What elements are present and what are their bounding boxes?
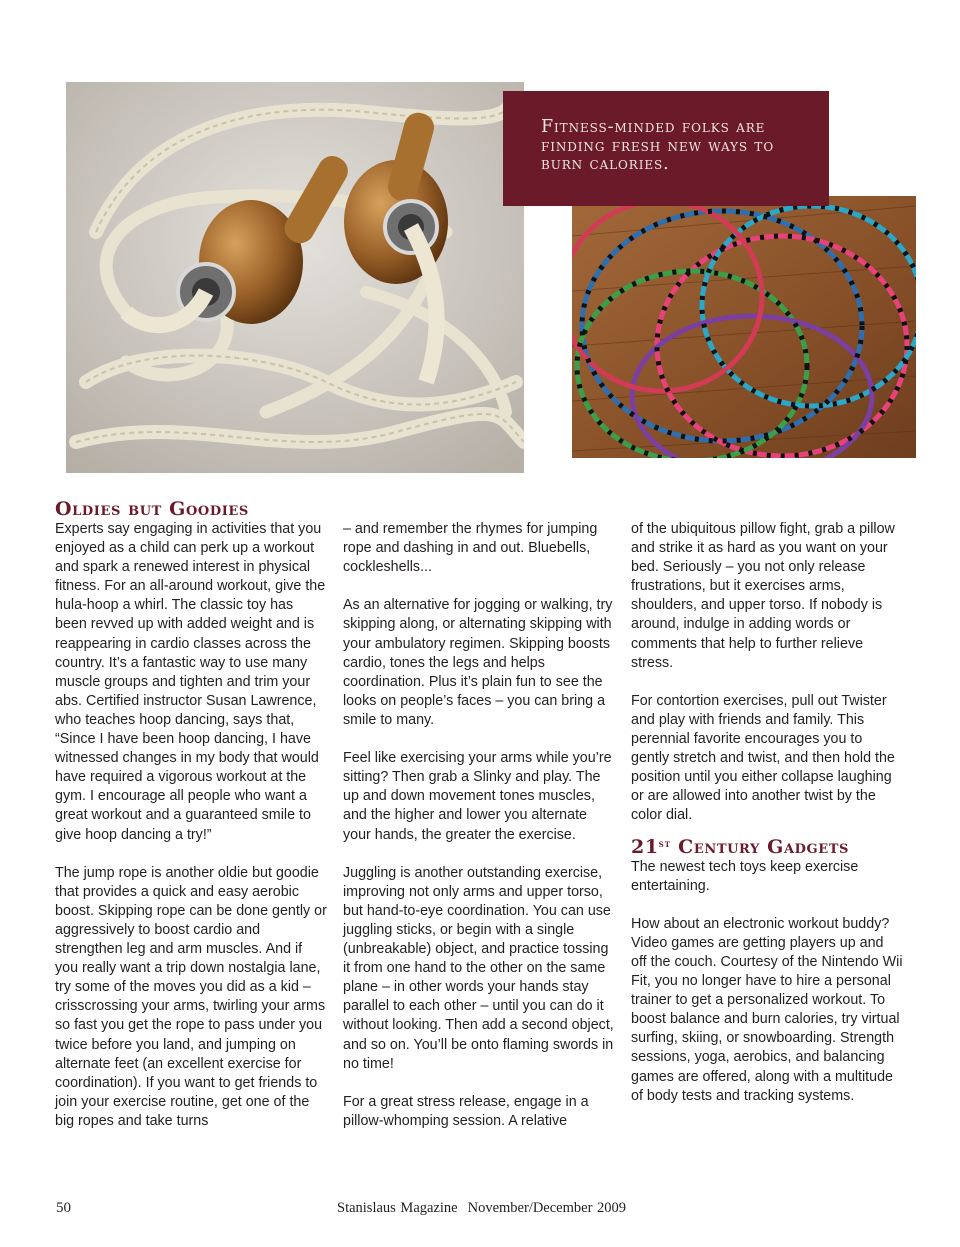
heading-ordinal: st [658, 838, 671, 850]
section-heading-gadgets [631, 834, 903, 858]
article-paragraph: How about an electronic workout buddy? Video games are getting players up and off the couch. Courtesy of the Nintendo Wii Fit, you no longer have to hire a personal trainer to get a personalized workout. To boost balance and burn calories, try virtual surfing, skiing, or snowboarding. Strength sessions, yoga, aerobics, and balancing games are offered, along with a multitude of body tests and tracking systems. [631, 915, 903, 1104]
article-paragraph: – and remember the rhymes for jumping rope and dashing in and out. Bluebells, cockleshells... [343, 521, 598, 576]
article-column-2 [343, 520, 617, 1131]
article-column-3 [631, 520, 903, 1106]
article-paragraph: Juggling is another outstanding exercise, improving not only arms and upper torso, but hand-to-eye coordination. You can use juggling sticks, or begin with a single (unbreakable) object, and practice tossing it from one hand to the other on the same plane – in other words your hands stay parallel to each other – until you can do it without looking. Then add a second object, and so on. You’ll be onto flaming swords in no time! [343, 864, 614, 1072]
pull-quote-text: Fitness-minded folks are finding fresh new ways to burn calories. [541, 117, 775, 174]
article-paragraph: As an alternative for jogging or walking, try skipping along, or alternating skipping with your ambulatory regimen. Skipping boosts cardio, tones the legs and helps coordination. Plus it’s plain fun to see the looks on people’s faces – you can bring a smile to many. [343, 597, 613, 728]
article-paragraph: The newest tech toys keep exercise entertaining. [631, 858, 859, 894]
hula-hoops-illustration [572, 196, 916, 458]
heading-number: 21 [631, 835, 659, 858]
jump-rope-photo [66, 82, 524, 473]
pull-quote-box [503, 91, 829, 206]
article-paragraph: The jump rope is another oldie but goodie that provides a quick and easy aerobic boost. Skipping rope can be done gently or aggressively to boost cardio and strengthen leg and arm muscles. And if you really want a trip down nostalgia lane, try some of the moves you did as a kid – crisscrossing your arms, twirling your arms so fast you get the rope to pass under you twice before you land, and jumping on alternate feet (an excellent exercise for coordination). If you want to get friends to join your exercise routine, get one of the big ropes and take turns [55, 864, 327, 1129]
hula-hoops-photo [572, 196, 916, 458]
article-column-1 [55, 498, 327, 1131]
heading-text: Century Gadgets [670, 835, 850, 858]
article-paragraph: of the ubiquitous pillow fight, grab a pillow and strike it as hard as you want on your bed. Seriously – you not only release frustrations, but it exercises arms, shoulders, and upper torso. If nobody is around, indulge in adding words or comments that help to further relieve stress. [631, 521, 895, 671]
article-paragraph: For contortion exercises, pull out Twister and play with friends and family. This perennial favorite encourages you to gently stretch and twist, and then hold the position until you either collapse laughing or are allowed into another twist by the color dial. [631, 692, 895, 824]
article-paragraph: For a great stress release, engage in a pillow-whomping session. A relative [343, 1093, 589, 1129]
jump-rope-illustration [66, 82, 524, 473]
article-paragraph: Experts say engaging in activities that you enjoyed as a child can perk up a workout and spark a renewed interest in physical fitness. For an all-around workout, give the hula-hoop a whirl. The classic toy has been revved up with added weight and is reappearing in cardio classes across the country. It’s a fantastic way to use many muscle groups and tighten and trim your abs. Certified instructor Susan Lawrence, who teaches hoop dancing, says that, “Since I have been hoop dancing, I have witnessed changes in my body that would have required a vigorous workout at the gym. I encourage all people who want a great workout and a guaranteed smile to give hoop dancing a try!” [55, 521, 326, 843]
page-number: 50 [56, 1200, 71, 1216]
article-paragraph: Feel like exercising your arms while you’re sitting? Then grab a Slinky and play. The up and down movement tones muscles, and the higher and lower you alternate your hands, the greater the exercise. [343, 750, 612, 843]
footer-publication [337, 1200, 626, 1217]
issue-date: November/December 2009 [467, 1200, 627, 1216]
section-heading-oldies: Oldies but Goodies [55, 498, 249, 520]
magazine-name: Stanislaus Magazine [337, 1200, 458, 1216]
